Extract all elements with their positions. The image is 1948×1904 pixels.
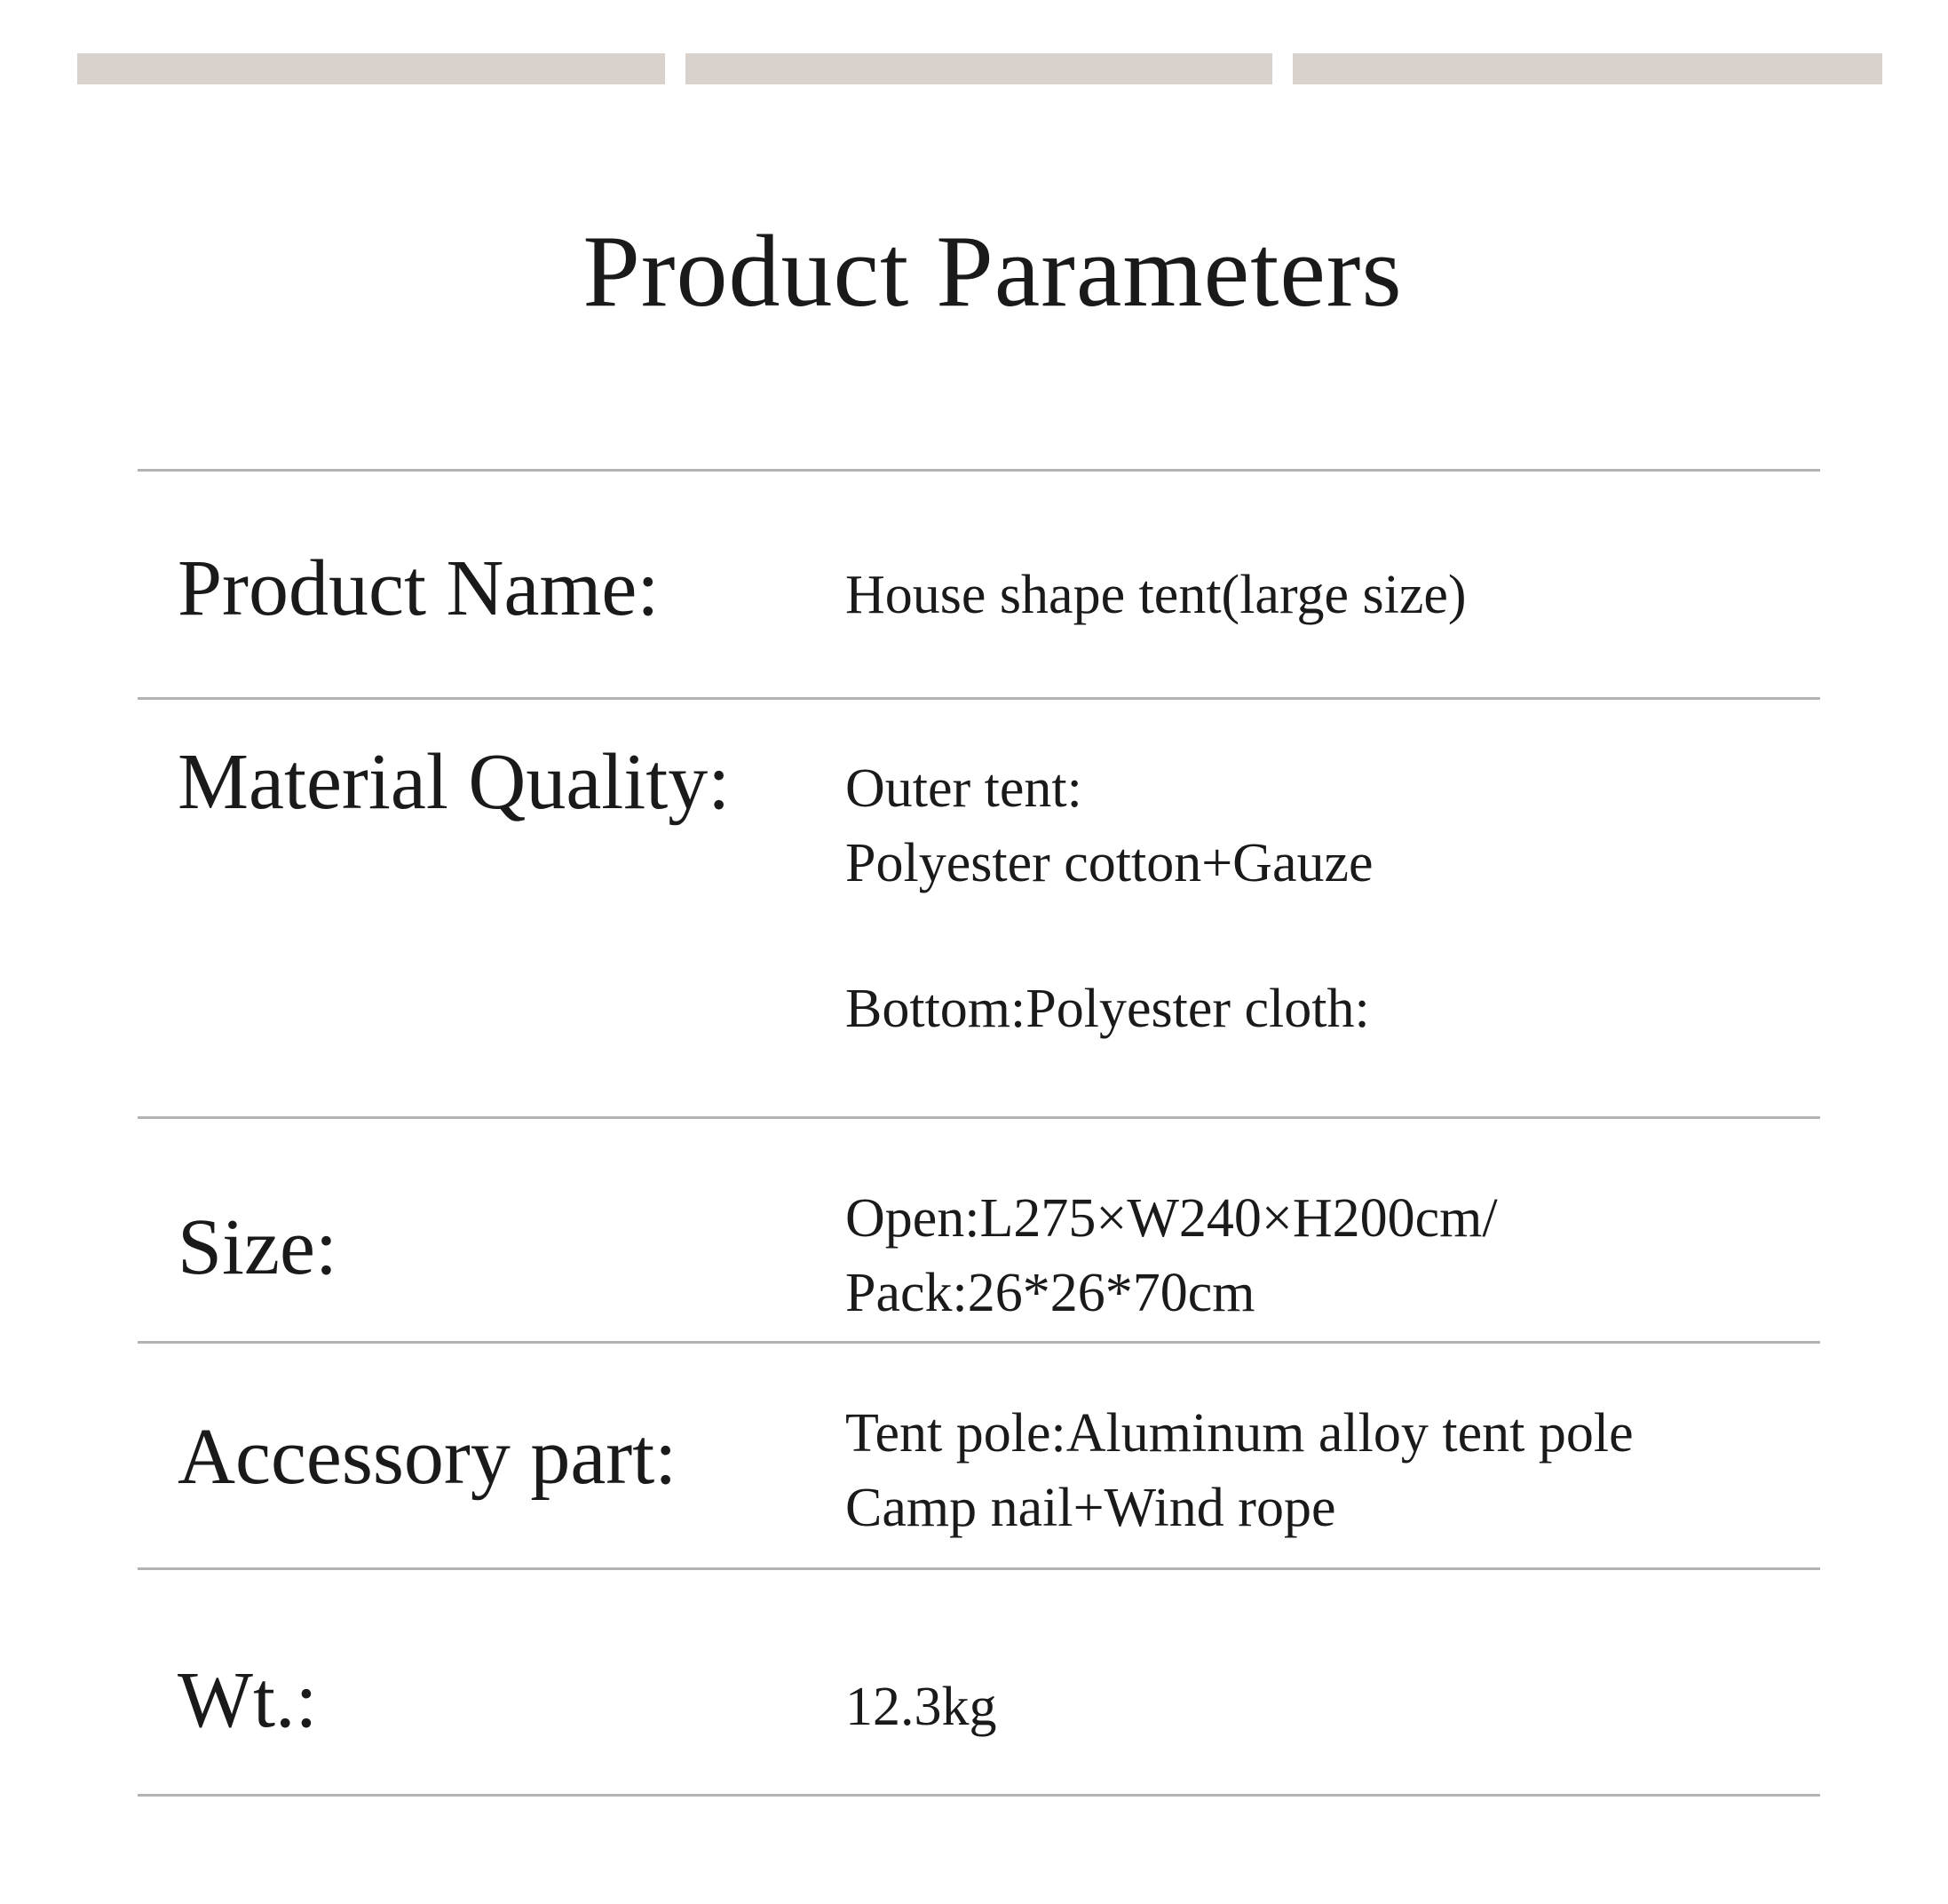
divider <box>138 1341 1820 1344</box>
parameter-label: Accessory part: <box>178 1413 677 1501</box>
parameter-value <box>845 1670 997 1744</box>
parameter-value <box>845 1181 1498 1330</box>
parameter-value <box>845 1396 1634 1545</box>
value-line: House shape tent(large size) <box>845 565 1467 625</box>
parameter-value <box>845 751 1374 1046</box>
divider <box>138 469 1820 472</box>
divider <box>138 1567 1820 1570</box>
top-decoration-bar-2 <box>685 53 1272 84</box>
value-line: Tent pole:Aluminum alloy tent pole <box>845 1403 1634 1464</box>
value-line: Bottom:Polyester cloth: <box>845 979 1370 1039</box>
parameter-label: Material Quality: <box>178 738 731 826</box>
top-decoration-bar-3 <box>1293 53 1882 84</box>
divider <box>138 1794 1820 1797</box>
parameter-value <box>845 558 1467 632</box>
divider <box>138 1116 1820 1119</box>
parameter-label: Size: <box>178 1203 337 1291</box>
value-line: Polyester cotton+Gauze <box>845 833 1374 893</box>
top-decoration-bar-1 <box>77 53 665 84</box>
page-title: Product Parameters <box>582 215 1403 329</box>
divider <box>138 697 1820 700</box>
parameter-label: Wt.: <box>178 1656 318 1744</box>
value-line: Camp nail+Wind rope <box>845 1478 1336 1538</box>
parameter-label: Product Name: <box>178 544 660 632</box>
value-line: Open:L275×W240×H200cm/ <box>845 1188 1498 1249</box>
value-line: Pack:26*26*70cm <box>845 1263 1255 1323</box>
value-line: Outer tent: <box>845 758 1082 819</box>
value-line: 12.3kg <box>845 1677 997 1737</box>
